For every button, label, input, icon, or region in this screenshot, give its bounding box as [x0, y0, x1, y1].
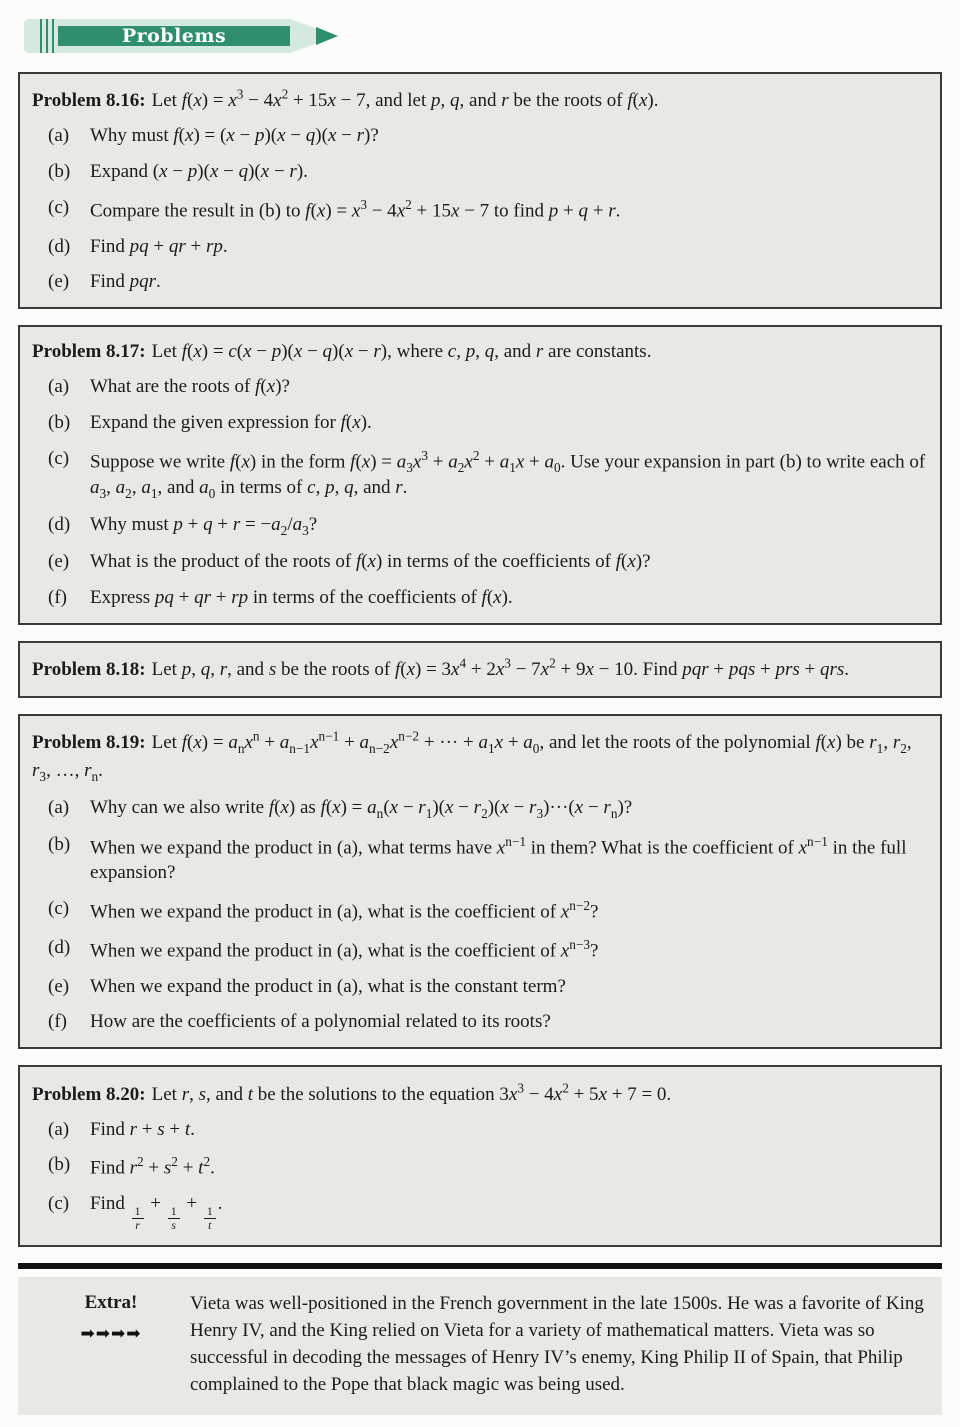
- problem-number-label: Problem 8.17:: [32, 341, 146, 363]
- part-text: Find $\frac{1}{r}$ + $\frac{1}{s}$ + $\frac{1}{t}$ .: [90, 1193, 223, 1233]
- problem-number-label: Problem 8.19:: [32, 732, 146, 754]
- problem-part: [32, 796, 928, 822]
- part-label: (d): [48, 514, 71, 536]
- problem-number-label: Problem 8.18:: [32, 658, 146, 680]
- extra-divider-rule: [18, 1263, 942, 1269]
- part-label: (b): [48, 411, 71, 433]
- problem-box-8-20: [18, 1065, 942, 1247]
- problem-number-label: Problem 8.20:: [32, 1083, 146, 1105]
- part-text: Suppose we write f(x) in the form $f(x) = a_3x^3 + a_2x^2 + a_1x + a_0$. Use your expansion in part (b) to write each of $a_3$, $a_2$, $a_1$, and $a_0$ in terms of c, p, q, and r.: [90, 447, 926, 501]
- part-text: What are the roots of f(x)?: [90, 376, 290, 398]
- part-label: (b): [48, 834, 71, 856]
- part-label: (b): [48, 161, 71, 183]
- part-label: (c): [48, 447, 70, 469]
- problem-statement: Let f(x) = c(x − p)(x − q)(x − r), where c, p, q, and r are constants.: [151, 341, 652, 363]
- problem-part: [32, 975, 928, 1000]
- problem-statement: Let p, q, r, and s be the roots of $f(x) = 3x^4 + 2x^3 - 7x^2 + 9x - 10$. Find pqr + pqs + prs + qrs.: [151, 655, 850, 680]
- problem-title: [32, 728, 928, 785]
- problem-part: [32, 897, 928, 925]
- problem-part: [32, 447, 928, 502]
- part-label: (c): [48, 196, 70, 218]
- problem-part: [32, 124, 928, 149]
- problems-banner-band: [58, 26, 290, 46]
- part-text: Compare the result in (b) to $f(x) = x^3 - 4x^2 + 15x - 7$ to find p + q + r.: [90, 196, 621, 222]
- part-label: (a): [48, 1118, 70, 1140]
- part-label: (c): [48, 897, 70, 919]
- pencil-shaft: [58, 19, 290, 53]
- problem-part: [32, 1118, 928, 1143]
- problem-box-8-19: [18, 714, 942, 1049]
- part-text: When we expand the product in (a), what is the coefficient of $x^{n-2}$?: [90, 897, 599, 923]
- problem-part: [32, 833, 928, 886]
- problem-part: [32, 411, 928, 436]
- problem-title: [32, 655, 928, 682]
- part-label: (e): [48, 551, 70, 573]
- extra-label-column: [32, 1291, 190, 1399]
- extra-text: Vieta was well-positioned in the French government in the late 1500s. He was a favorite of King Henry IV, and the King relied on Vieta for a variety of mathematical matters. Vieta was so successful in decoding the messages of Henry IV’s enemy, King Philip II of Spain, that Philip complained to the Pope that black magic was being used.: [190, 1292, 924, 1395]
- part-text: Expand (x − p)(x − q)(x − r).: [90, 161, 308, 183]
- problem-part: [32, 1192, 928, 1232]
- part-text: When we expand the product in (a), what terms have $x^{n-1}$ in them? What is the coefficient of $x^{n-1}$ in the full expansion?: [90, 834, 907, 884]
- part-label: (e): [48, 975, 70, 997]
- part-text: Find pqr.: [90, 271, 161, 293]
- part-text: Find r + s + t.: [90, 1118, 195, 1140]
- part-text: Express pq + qr + rp in terms of the coefficients of f(x).: [90, 586, 513, 608]
- part-label: (f): [48, 1011, 67, 1033]
- part-text: Find pq + qr + rp.: [90, 235, 228, 257]
- extra-label: Extra!: [84, 1291, 138, 1313]
- problem-statement: Let $f(x) = x^3 - 4x^2 + 15x - 7$, and let p, q, and r be the roots of f(x).: [151, 87, 659, 112]
- part-label: (d): [48, 936, 71, 958]
- problem-part: [32, 550, 928, 575]
- problem-part: [32, 513, 928, 539]
- problem-statement: Let $f(x) = a_nx^n + a_{n-1}x^{n-1} + a_{n-2}x^{n-2}$ + ··· + $a_1x + a_0$, and let the roots of the polynomial f(x) be $r_1$, $r_2$, $r_3$, …, $r_n$.: [32, 728, 912, 784]
- problem-box-8-17: [18, 325, 942, 624]
- problem-part: [32, 375, 928, 400]
- part-text: Why must f(x) = (x − p)(x − q)(x − r)?: [90, 125, 379, 147]
- problem-number-label: Problem 8.16:: [32, 90, 146, 112]
- part-text: Expand the given expression for f(x).: [90, 411, 372, 433]
- pencil-eraser-icon: [24, 19, 58, 53]
- problem-box-8-18: [18, 641, 942, 698]
- part-label: (e): [48, 271, 70, 293]
- problem-part: [32, 270, 928, 295]
- problem-box-8-16: [18, 72, 942, 309]
- problem-part: [32, 1010, 928, 1035]
- part-text: Why must $p + q + r = -a_2/a_3$?: [90, 514, 318, 538]
- part-text: Why can we also write f(x) as $f(x) = a_n(x - r_1)(x - r_2)(x - r_3)\cdot\cdot\cdot(x - r_n)$?: [90, 796, 633, 821]
- problems-banner-label: Problems: [121, 25, 227, 47]
- part-label: (a): [48, 376, 70, 398]
- problem-part: [32, 160, 928, 185]
- problem-part: [32, 1153, 928, 1181]
- problem-statement: Let r, s, and t be the solutions to the equation $3x^3 - 4x^2 + 5x + 7 = 0$.: [151, 1080, 672, 1105]
- extra-section: [18, 1277, 942, 1415]
- pencil-point-icon: [316, 27, 338, 45]
- part-text: What is the product of the roots of f(x) in terms of the coefficients of f(x)?: [90, 551, 651, 573]
- problem-part: [32, 235, 928, 260]
- part-label: (a): [48, 796, 70, 818]
- part-label: (a): [48, 125, 70, 147]
- problem-title: [32, 339, 928, 364]
- problem-title: [32, 86, 928, 113]
- part-text: Find $r^2 + s^2 + t^2$.: [90, 1154, 215, 1179]
- part-label: (f): [48, 586, 67, 608]
- problem-part: [32, 196, 928, 224]
- part-text: How are the coefficients of a polynomial related to its roots?: [90, 1011, 551, 1033]
- arrow-icons: ➡➡➡➡: [80, 1323, 142, 1344]
- part-text: When we expand the product in (a), what is the constant term?: [90, 975, 566, 997]
- problems-banner pencil-icon: [24, 16, 342, 56]
- part-label: (d): [48, 235, 71, 257]
- problem-part: [32, 586, 928, 611]
- problem-title: [32, 1079, 928, 1106]
- part-text: When we expand the product in (a), what is the coefficient of $x^{n-3}$?: [90, 936, 599, 962]
- part-label: (b): [48, 1154, 71, 1176]
- part-label: (c): [48, 1193, 70, 1215]
- problem-part: [32, 936, 928, 964]
